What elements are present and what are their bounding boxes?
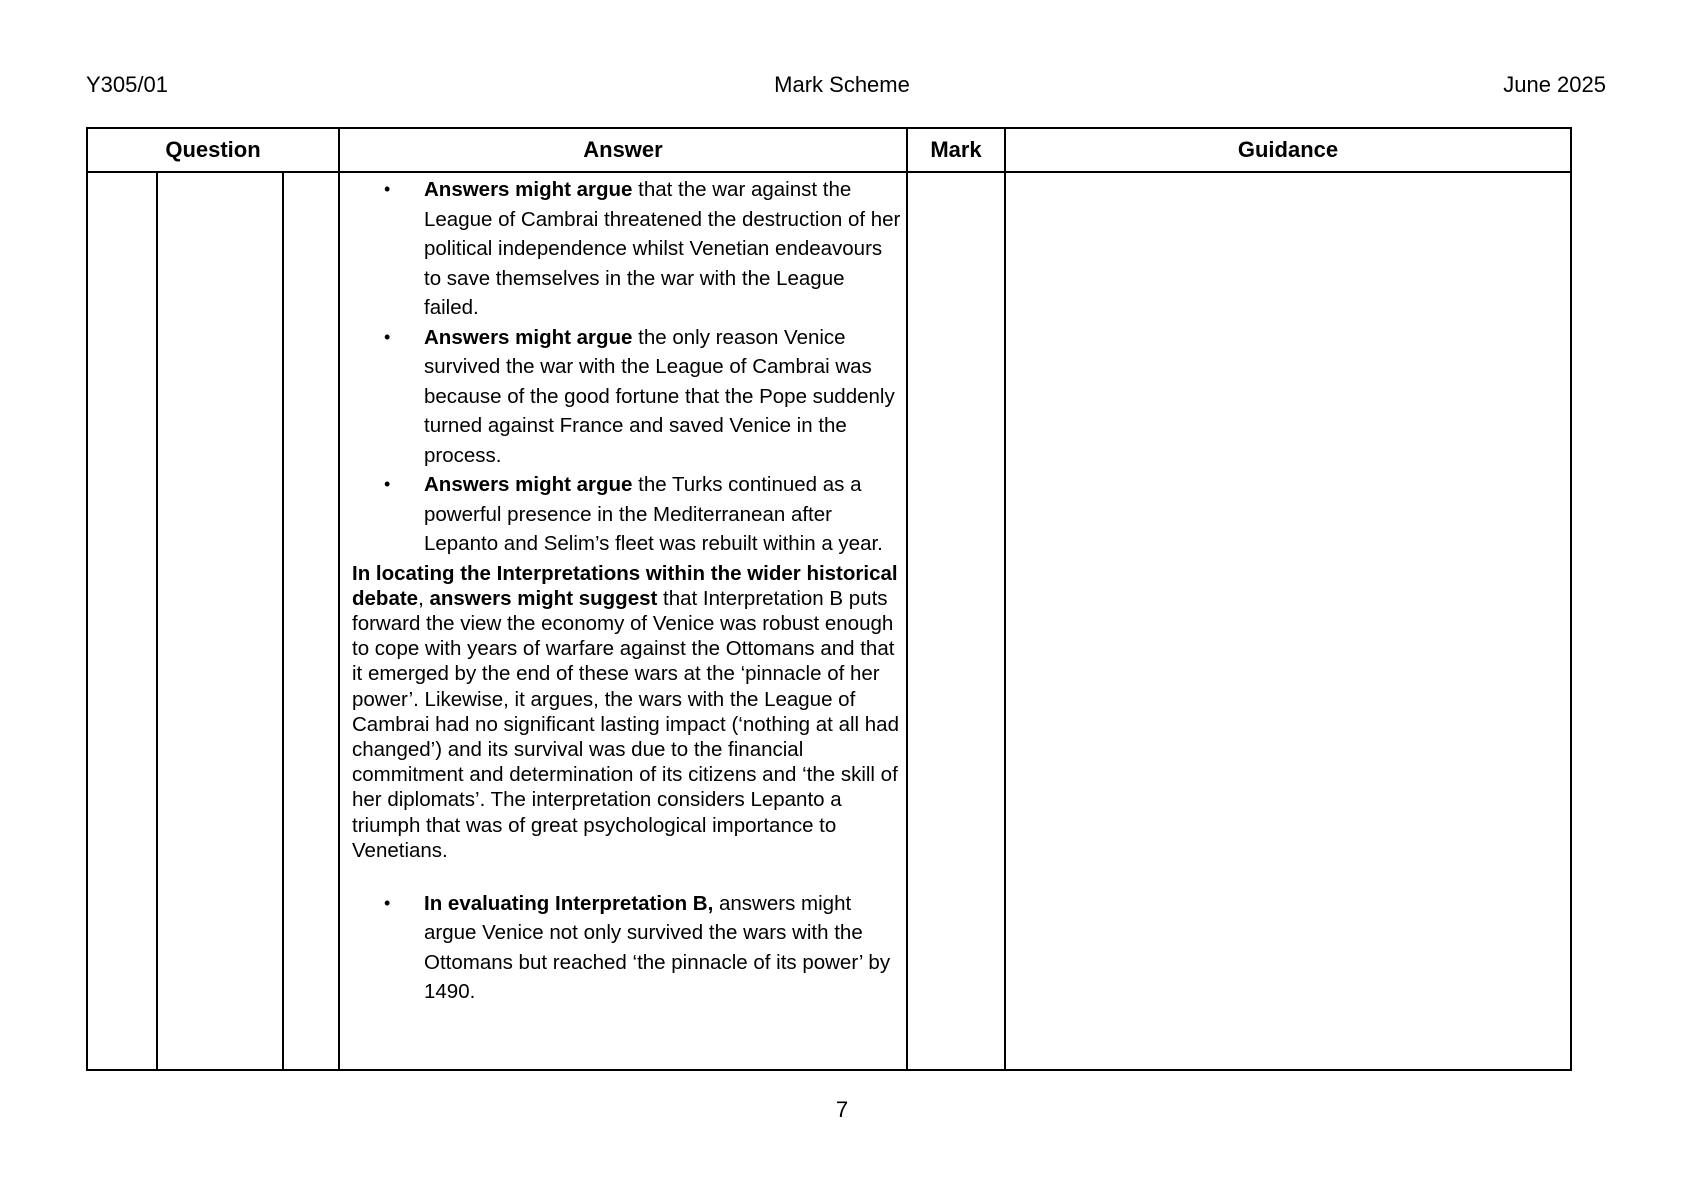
- bullet-text: answers might argue Venice not only survived the wars with the Ottomans but reached ‘the pinnacle of its power’ by 1490.: [424, 891, 891, 1004]
- bullet-lead: In evaluating Interpretation B,: [424, 891, 714, 915]
- header-divider: [88, 171, 1570, 173]
- column-header-mark: Mark: [930, 137, 982, 162]
- column-header-question: Question: [165, 137, 261, 162]
- question-answer-divider: [338, 129, 340, 1069]
- answer-mark-divider: [906, 129, 908, 1069]
- document-date: June 2025: [1503, 72, 1606, 97]
- bullet-icon: •: [384, 326, 391, 347]
- bullet-text: that the war against the League of Cambrai threatened the destruction of her political independence whilst Venetian endeavours to save themselves in the war with the League failed.: [424, 178, 901, 319]
- answer-bullet-item: [342, 323, 904, 471]
- document-code: Y305/01: [86, 72, 168, 97]
- answer-paragraph: [342, 561, 904, 863]
- answer-bullet-item: [342, 889, 904, 1007]
- bullet-icon: •: [384, 474, 391, 494]
- mark-scheme-table: [86, 127, 1572, 1071]
- page-number: 7: [835, 1097, 849, 1122]
- column-header-answer: Answer: [583, 137, 663, 162]
- paragraph-lead-2: answers might suggest: [429, 586, 658, 610]
- document-title: Mark Scheme: [774, 72, 910, 97]
- spacer: [342, 863, 904, 889]
- answer-cell: [342, 175, 904, 1007]
- bullet-text: the only reason Venice survived the war with the League of Cambrai was because of the good fortune that the Pope suddenly turned against France and saved Venice in the process.: [424, 325, 895, 467]
- bullet-lead: Answers might argue: [424, 178, 633, 201]
- bullet-icon: •: [384, 892, 391, 913]
- bullet-lead: Answers might argue: [424, 473, 633, 496]
- answer-bullets-bottom: [342, 889, 904, 1007]
- answer-bullet-item: [342, 470, 904, 559]
- bullet-lead: Answers might argue: [424, 325, 633, 349]
- mark-guidance-divider: [1004, 129, 1006, 1069]
- question-subcol-divider-2: [282, 173, 284, 1069]
- question-subcol-divider-1: [156, 173, 158, 1069]
- answer-bullets-top: [342, 175, 904, 559]
- answer-bullet-item: [342, 175, 904, 323]
- column-header-guidance: Guidance: [1237, 137, 1339, 162]
- bullet-text: the Turks continued as a powerful presence in the Mediterranean after Lepanto and Selim’s fleet was rebuilt within a year.: [424, 473, 883, 555]
- paragraph-text: that Interpretation B puts forward the view the economy of Venice was robust enough to cope with years of warfare against the Ottomans and that it emerged by the end of these wars at the ‘pinnacle of her power’. Likewise, it argues, the wars with the League of Cambrai had no significant lasting impact (‘nothing at all had changed’) and its survival was due to the financial commitment and determination of its citizens and ‘the skill of her diplomats’. The interpretation considers Lepanto a triumph that was of great psychological importance to Venetians.: [352, 586, 899, 862]
- paragraph-lead-1: In locating the Interpretations within the wider historical debate: [352, 561, 898, 610]
- paragraph-sep: ,: [418, 586, 430, 610]
- bullet-icon: •: [384, 179, 391, 199]
